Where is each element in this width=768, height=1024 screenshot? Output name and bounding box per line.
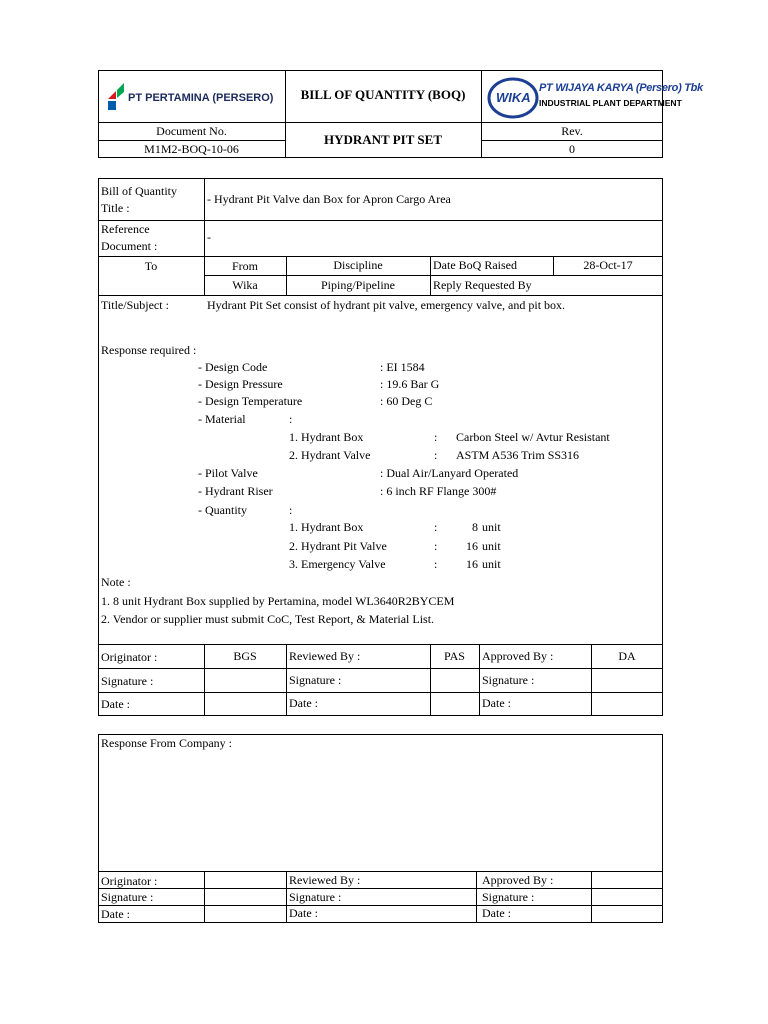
quantity-3-label: 3. Emergency Valve <box>289 557 386 571</box>
from-value: Wika <box>232 278 258 292</box>
quantity-1-value: 8 <box>472 520 478 534</box>
hydrant-riser-label: - Hydrant Riser <box>198 484 273 498</box>
form-divider <box>98 256 663 257</box>
originator-signature-label: Signature : <box>101 674 154 688</box>
pertamina-logo <box>106 77 276 117</box>
note-label: Note : <box>101 575 131 589</box>
reference-label-2: Document : <box>101 239 158 253</box>
response-divider <box>98 871 663 872</box>
wika-company-name: PT WIJAYA KARYA (Persero) Tbk <box>539 82 703 94</box>
discipline-value: Piping/Pipeline <box>320 278 395 292</box>
response-reviewer-signature-label: Signature : <box>289 890 342 904</box>
quantity-1-colon: : <box>434 520 438 534</box>
document-title: BILL OF QUANTITY (BOQ) <box>300 87 466 102</box>
approved-by-label: Approved By : <box>482 649 554 663</box>
discipline-label: Discipline <box>333 258 383 272</box>
form-divider <box>98 644 663 645</box>
approved-by-value: DA <box>618 649 636 663</box>
response-approver-signature-label: Signature : <box>482 890 535 904</box>
quantity-3-colon: : <box>434 557 438 571</box>
design-pressure-label: - Design Pressure <box>198 377 283 391</box>
form-divider <box>430 256 431 295</box>
material-2-label: 2. Hydrant Valve <box>289 448 371 462</box>
reviewed-by-label: Reviewed By : <box>289 649 361 663</box>
originator-date-label: Date : <box>101 697 130 711</box>
document-no-label: Document No. <box>156 124 227 138</box>
quantity-3-unit: unit <box>482 557 501 571</box>
pertamina-logo-text: PT PERTAMINA (PERSERO) <box>128 92 274 104</box>
response-originator-date-label: Date : <box>101 907 130 921</box>
response-required-label: Response required : <box>101 343 197 357</box>
approver-date-label: Date : <box>482 696 511 710</box>
reviewer-date-label: Date : <box>289 696 318 710</box>
design-pressure-value: : 19.6 Bar G <box>380 377 440 391</box>
header-divider <box>98 140 285 141</box>
response-divider <box>591 871 592 923</box>
response-reviewed-by-label: Reviewed By : <box>289 873 361 887</box>
response-approver-date-label: Date : <box>482 906 511 920</box>
to-label: To <box>144 259 158 273</box>
quantity-colon: : <box>289 503 293 517</box>
material-label: - Material <box>198 412 246 426</box>
originator-label: Originator : <box>101 650 158 664</box>
wika-logo-letters: WIKA <box>496 90 531 105</box>
header-divider <box>481 140 663 141</box>
note-2: 2. Vendor or supplier must submit CoC, Test Report, & Material List. <box>101 612 435 626</box>
response-divider <box>204 871 205 923</box>
design-code-label: - Design Code <box>198 360 268 374</box>
revision-label: Rev. <box>561 124 583 138</box>
quantity-1-label: 1. Hydrant Box <box>289 520 364 534</box>
pilot-valve-value: : Dual Air/Lanyard Operated <box>380 466 519 480</box>
quantity-2-value: 16 <box>466 539 478 553</box>
header-divider <box>98 122 663 123</box>
quantity-3-value: 16 <box>466 557 478 571</box>
form-divider <box>98 668 663 669</box>
response-originator-signature-label: Signature : <box>101 890 154 904</box>
form-divider <box>98 295 663 296</box>
material-1-value: Carbon Steel w/ Avtur Resistant <box>456 430 610 444</box>
design-code-value: : EI 1584 <box>380 360 425 374</box>
quantity-2-colon: : <box>434 539 438 553</box>
response-block <box>98 734 663 923</box>
reviewed-by-value: PAS <box>444 649 465 663</box>
material-colon: : <box>289 412 293 426</box>
response-from-company-label: Response From Company : <box>101 736 232 750</box>
note-1: 1. 8 unit Hydrant Box supplied by Pertamina, model WL3640R2BYCEM <box>101 594 455 608</box>
reviewer-signature-label: Signature : <box>289 673 342 687</box>
quantity-2-unit: unit <box>482 539 501 553</box>
reference-value: - <box>207 230 211 244</box>
response-reviewer-date-label: Date : <box>289 906 318 920</box>
hydrant-riser-value: : 6 inch RF Flange 300# <box>380 484 497 498</box>
quantity-label: - Quantity <box>198 503 247 517</box>
response-divider <box>476 871 477 923</box>
reply-requested-label: Reply Requested By <box>433 278 532 292</box>
form-divider <box>479 644 480 716</box>
design-temp-value: : 60 Deg C <box>380 394 433 408</box>
boq-title-label: Bill of Quantity <box>101 184 177 198</box>
boq-title-value: - Hydrant Pit Valve dan Box for Apron Cargo Area <box>207 192 451 206</box>
date-raised-label: Date BoQ Raised <box>433 258 517 272</box>
design-temp-label: - Design Temperature <box>198 394 303 408</box>
date-raised-value: 28-Oct-17 <box>583 258 633 272</box>
material-2-value: ASTM A536 Trim SS316 <box>456 448 580 462</box>
quantity-2-label: 2. Hydrant Pit Valve <box>289 539 387 553</box>
quantity-1-unit: unit <box>482 520 501 534</box>
wika-department: INDUSTRIAL PLANT DEPARTMENT <box>539 98 682 108</box>
originator-value: BGS <box>233 649 257 663</box>
form-divider <box>204 275 663 276</box>
response-divider <box>98 905 663 906</box>
approver-signature-label: Signature : <box>482 673 535 687</box>
response-originator-label: Originator : <box>101 874 158 888</box>
material-1-label: 1. Hydrant Box <box>289 430 364 444</box>
response-divider <box>98 888 663 889</box>
revision-value: 0 <box>569 142 575 156</box>
response-approved-by-label: Approved By : <box>482 873 554 887</box>
subject-text: Hydrant Pit Set consist of hydrant pit valve, emergency valve, and pit box. <box>207 298 566 312</box>
wika-logo <box>486 75 703 121</box>
reference-label: Reference <box>101 222 150 236</box>
material-1-colon: : <box>434 430 438 444</box>
from-label: From <box>231 259 258 273</box>
material-2-colon: : <box>434 448 438 462</box>
pilot-valve-label: - Pilot Valve <box>198 466 258 480</box>
document-no-value: M1M2-BOQ-10-06 <box>144 142 239 156</box>
form-divider <box>286 644 287 716</box>
form-divider <box>98 220 663 221</box>
response-divider <box>286 871 287 923</box>
subject-label: Title/Subject : <box>101 298 169 312</box>
document-subject: HYDRANT PIT SET <box>324 132 442 147</box>
form-divider <box>204 178 205 256</box>
form-divider <box>98 692 663 693</box>
boq-title-label-2: Title : <box>101 201 130 215</box>
